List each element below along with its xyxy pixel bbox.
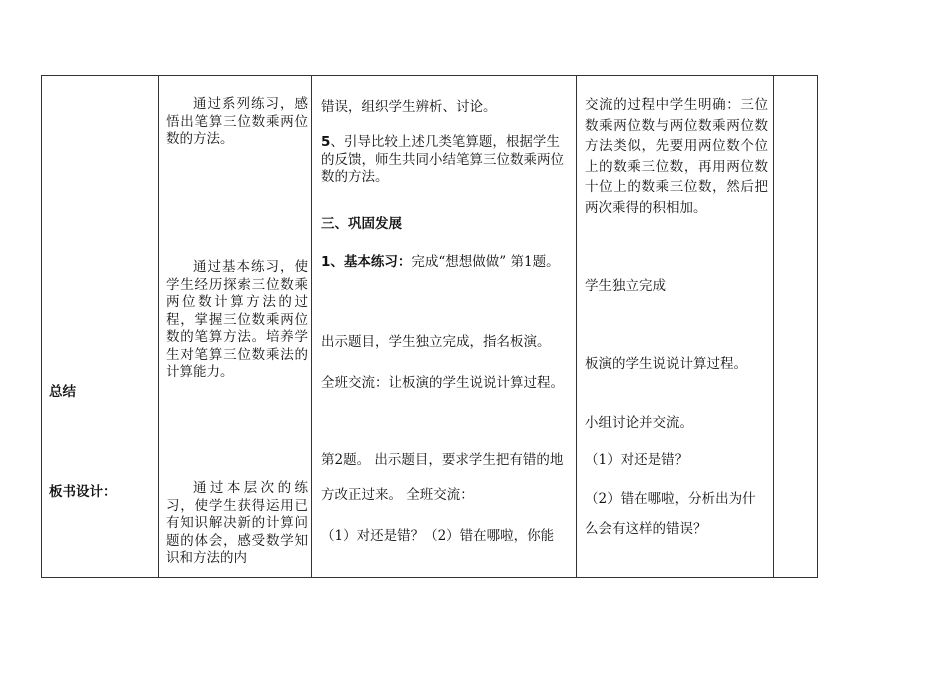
student-activity-column: [577, 76, 773, 577]
student-paragraph-1: 交流的过程中学生明确：三位数乘两位数与两位数乘两位数方法类似，先要用两位数个位上的数乘三位数，再用两位数十位上的数乘三位数，然后把两次乘得的积相加。: [585, 97, 768, 216]
intent-paragraph-3: 通过本层次的练习，使学生获得运用已有知识解决新的计算问题的体会，感受数学知识和方法的内: [166, 480, 308, 566]
teacher-line-1: 错误，组织学生辨析、讨论。: [321, 99, 497, 115]
class-discussion-text: 全班交流：让板演的学生说说计算过程。: [321, 375, 564, 391]
section-3-heading: 三、巩固发展: [321, 216, 402, 232]
board-design-label: 板书设计：: [49, 484, 117, 500]
student-paragraph-6: （2）错在哪啦，分析出为什么会有这样的错误？: [585, 491, 756, 537]
summary-label: 总结: [49, 384, 76, 400]
student-paragraph-5: （1）对还是错？: [585, 452, 689, 468]
student-paragraph-4: 小组讨论并交流。: [585, 415, 693, 431]
question-2-prompts: （1）对还是错？（2）错在哪啦，你能: [321, 528, 555, 544]
basic-practice: [321, 250, 571, 275]
student-paragraph-2: 学生独立完成: [585, 278, 666, 294]
teacher-activity-column: [312, 76, 576, 577]
intent-column: [159, 76, 311, 577]
basic-practice-label: 1、基本练习：: [321, 254, 412, 270]
step-5-number: 5: [321, 134, 331, 150]
notes-column: [774, 76, 818, 577]
step-5-text: 、引导比较上述几类笔算题，根据学生的反馈，师生共同小结笔算三位数乘两位数的方法。: [321, 134, 564, 185]
intent-paragraph-1: 通过系列练习，感悟出笔算三位数乘两位数的方法。: [166, 96, 308, 147]
basic-practice-text: 完成“想想做做” 第1题。: [411, 254, 560, 270]
teacher-step-5: [321, 134, 571, 187]
lesson-plan-table: [41, 75, 818, 578]
intent-paragraph-2: 通过基本练习，使学生经历探索三位数乘两位数计算方法的过程，掌握三位数乘两位数的笔算方法。培养学生对笔算三位数乘法的计算能力。: [166, 259, 308, 380]
show-problem-text: 出示题目，学生独立完成，指名板演。: [321, 334, 551, 350]
stage-column: [42, 76, 158, 577]
student-paragraph-3: 板演的学生说说计算过程。: [585, 356, 747, 372]
question-2-text: 第2题。 出示题目，要求学生把有错的地方改正过来。 全班交流：: [321, 452, 564, 503]
